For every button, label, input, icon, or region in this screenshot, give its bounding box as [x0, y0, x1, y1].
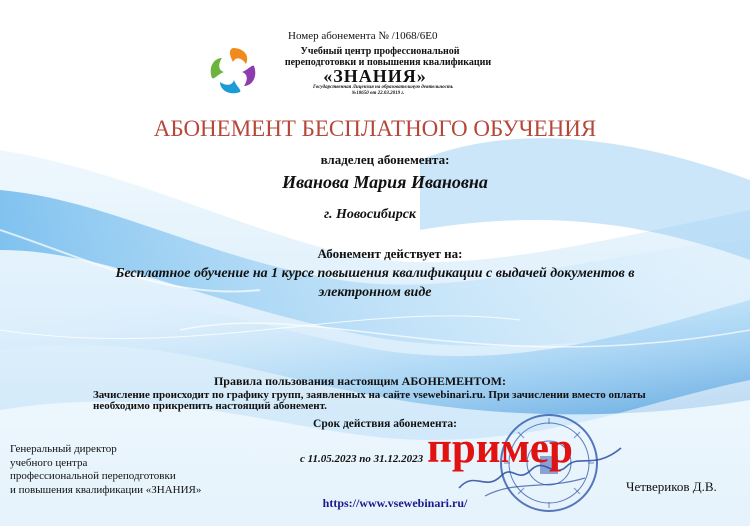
director-line: учебного центра — [10, 456, 88, 469]
owner-city: г. Новосибирск — [323, 207, 417, 222]
owner-name: Иванова Мария Ивановна — [282, 172, 488, 192]
rules-text — [93, 390, 723, 412]
signer-name: Четвериков Д.В. — [626, 479, 717, 494]
course-line2: электронном виде — [318, 285, 432, 300]
license-line2: №18650 от 22.03.2019 г. — [351, 91, 405, 96]
knowledge-center-logo-icon — [206, 44, 260, 98]
org-name-line1: Учебный центр профессиональной — [300, 46, 460, 57]
example-watermark: пример — [427, 425, 573, 472]
validity-period-label: Срок действия абонемента: — [313, 418, 457, 430]
rules-text-line2: необходимо прикрепить настоящий абонемент. — [93, 400, 327, 412]
rules-text-line1: Зачисление происходит по графику групп, заявленных на сайте vsewebinari.ru. При зачислении вместо оплаты — [93, 389, 646, 401]
subscription-number: Номер абонемента № /1068/6Е0 — [288, 30, 438, 42]
course-line1: Бесплатное обучение на 1 курсе повышения квалификации с выдачей документов в — [115, 266, 635, 281]
owner-label: владелец абонемента: — [320, 152, 450, 167]
rules-title: Правила пользования настоящим АБОНЕМЕНТОМ: — [213, 374, 507, 388]
director-line: профессиональной переподготовки — [10, 470, 176, 482]
director-line: и повышения квалификации «ЗНАНИЯ» — [10, 483, 202, 496]
director-title — [10, 443, 240, 497]
website-link[interactable]: https://www.vsewebinari.ru/ — [322, 496, 468, 510]
validity-period-value: с 11.05.2023 по 31.12.2023 — [300, 453, 424, 465]
valid-for-label: Абонемент действует на: — [317, 246, 463, 261]
org-name-line2: переподготовки и повышения квалификации — [284, 57, 492, 68]
certificate-title: АБОНЕМЕНТ БЕСПЛАТНОГО ОБУЧЕНИЯ — [153, 116, 597, 141]
org-brand-name: «ЗНАНИЯ» — [323, 66, 427, 86]
course-description — [70, 264, 680, 302]
license-line1: Государственная Лицензия на образовательную деятельность — [312, 85, 454, 90]
director-line: Генеральный директор — [10, 443, 117, 455]
